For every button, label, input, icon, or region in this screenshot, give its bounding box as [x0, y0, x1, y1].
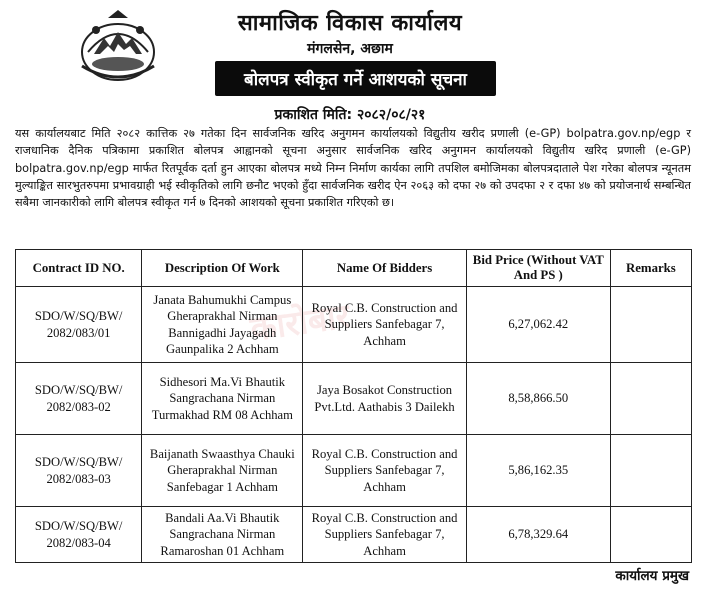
price-cell: 6,27,062.42 [466, 287, 610, 363]
header-contract-id: Contract ID NO. [16, 250, 142, 287]
remarks-cell [610, 287, 691, 363]
contract-id-cell: SDO/W/SQ/BW/ 2082/083-02 [16, 363, 142, 435]
notice-body [15, 125, 691, 211]
office-name: सामाजिक विकास कार्यालय [237, 11, 463, 36]
remarks-cell [610, 363, 691, 435]
header-bidders: Name Of Bidders [303, 250, 466, 287]
description-cell: Janata Bahumukhi Campus Gheraprakhal Nirman Bannigadhi Jayagadh Gaunpalika 2 Achham [142, 287, 303, 363]
header-bid-price: Bid Price (Without VAT And PS ) [466, 250, 610, 287]
bidder-cell: Jaya Bosakot Construction Pvt.Ltd. Aathabis 3 Dailekh [303, 363, 466, 435]
price-cell: 5,86,162.35 [466, 435, 610, 507]
header-remarks: Remarks [610, 250, 691, 287]
signature-office-head: कार्यालय प्रमुख [615, 568, 689, 584]
notice-title: बोलपत्र स्वीकृत गर्ने आशयको सूचना [244, 70, 467, 90]
table-row [16, 507, 692, 563]
bids-table [15, 249, 692, 563]
contract-id-cell: SDO/W/SQ/BW/ 2082/083-03 [16, 435, 142, 507]
price-cell: 8,58,866.50 [466, 363, 610, 435]
published-date: प्रकाशित मिति: २०८२/०८/२१ [274, 107, 426, 123]
contract-id-cell: SDO/W/SQ/BW/ 2082/083/01 [16, 287, 142, 363]
description-cell: Bandali Aa.Vi Bhautik Sangrachana Nirman Ramaroshan 01 Achham [142, 507, 303, 563]
table-row [16, 435, 692, 507]
table-header-row [16, 250, 692, 287]
nepal-government-emblem-icon [78, 8, 158, 82]
price-cell: 6,78,329.64 [466, 507, 610, 563]
remarks-cell [610, 507, 691, 563]
office-location: मंगलसेन, अछाम [307, 41, 393, 57]
header-description: Description Of Work [142, 250, 303, 287]
remarks-cell [610, 435, 691, 507]
description-cell: Sidhesori Ma.Vi Bhautik Sangrachana Nirman Turmakhad RM 08 Achham [142, 363, 303, 435]
bidder-cell: Royal C.B. Construction and Suppliers Sanfebagar 7, Achham [303, 287, 466, 363]
table-row [16, 363, 692, 435]
table-row [16, 287, 692, 363]
contract-id-cell: SDO/W/SQ/BW/ 2082/083-04 [16, 507, 142, 563]
watermark: कारोबार [247, 296, 353, 350]
bidder-cell: Royal C.B. Construction and Suppliers Sanfebagar 7, Achham [303, 435, 466, 507]
description-cell: Baijanath Swaasthya Chauki Gheraprakhal Nirman Sanfebagar 1 Achham [142, 435, 303, 507]
bidder-cell: Royal C.B. Construction and Suppliers Sanfebagar 7, Achham [303, 507, 466, 563]
notice-title-banner [215, 61, 496, 96]
notice-paragraph: यस कार्यालयबाट मिति २०८२ कात्तिक २७ गतेका दिन सार्वजनिक खरिद अनुगमन कार्यालयको विद्युतीय खरीद प्रणाली (e-GP) bolpatra.gov.np/egp र राजधानिक दैनिक पत्रिकामा प्रकाशित बोलपत्र आह्वानको सूचना अनुसार सार्वजनिक खरिद अनुगमन कार्यालयको विद्युतीय खरिद प्रणाली (e-GP) bolpatra.gov.np/egp मार्फत रितपूर्वक दर्ता हुन आएका बोलपत्र मध्ये निम्न निर्माण कार्यका लागि तपशिल बमोजिमका बोलपत्रदाताले पेश गरेका बोलपत्र न्यूनतम मुल्याङ्कित सारभुतरुपमा प्रभावग्राही भई स्वीकृतिको लागि छनौट भएको हुँदा सार्वजनिक खरीद ऐन २०६३ को दफा २७ को उपदफा २ र दफा ४७ को प्रयोजनार्थ सम्बन्धित सबैमा जानकारीको लागि बोलपत्र स्वीकृत गर्न ७ दिनको आशयको सूचना प्रकाशित गरिएको छ। [15, 127, 691, 210]
